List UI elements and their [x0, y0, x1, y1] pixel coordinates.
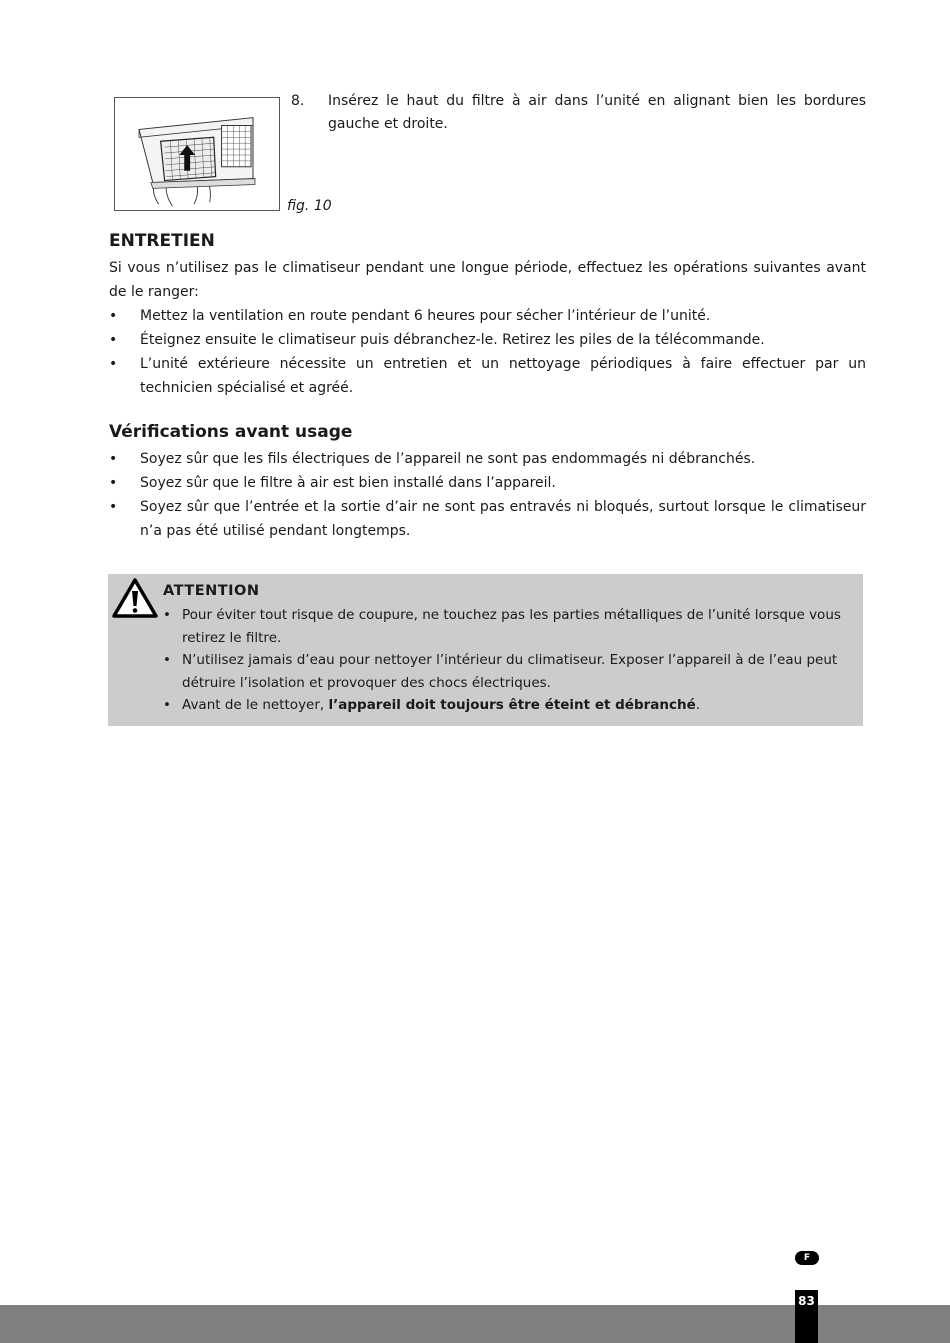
section-heading-verifications: Vérifications avant usage [109, 422, 353, 442]
step-number: 8. [291, 93, 305, 109]
list-item [109, 352, 866, 400]
section-heading-entretien: ENTRETIEN [109, 231, 215, 251]
list-item [109, 471, 866, 495]
list-item-text: Éteignez ensuite le climatiseur puis débranchez-le. Retirez les piles de la télécommande. [140, 332, 765, 348]
list-item-text: Avant de le nettoyer, [182, 697, 329, 713]
bullet-icon: • [109, 308, 118, 324]
step-text: Insérez le haut du filtre à air dans l’unité en alignant bien les bordures gauche et droite. [328, 93, 866, 132]
list-item [163, 604, 843, 649]
warning-triangle-icon [112, 577, 158, 619]
list-item-text: Soyez sûr que l’entrée et la sortie d’air ne sont pas entravés ni bloqués, surtout lorsque le climatiseur n’a pas été utilisé pendant longtemps. [140, 499, 866, 539]
page-number: 83 [798, 1294, 815, 1308]
list-item-punctuation: . [695, 697, 701, 713]
list-item [109, 328, 866, 352]
language-badge: F [795, 1251, 819, 1265]
list-item [109, 447, 866, 471]
bullet-icon: • [109, 332, 118, 348]
list-item-text: Soyez sûr que les fils électriques de l’appareil ne sont pas endommagés ni débranchés. [140, 451, 756, 467]
step-8 [291, 90, 866, 136]
page-number-tab [795, 1290, 818, 1343]
verifications-list [109, 447, 866, 543]
attention-box [108, 574, 863, 726]
list-item-text: N’utilisez jamais d’eau pour nettoyer l’intérieur du climatiseur. Exposer l’appareil à de l’eau peut détruire l’isolation et provoquer des chocs électriques. [182, 652, 838, 691]
entretien-list [109, 304, 866, 400]
attention-list [163, 604, 843, 717]
list-item-emphasis: l’appareil doit toujours être éteint et débranché [328, 697, 696, 713]
bullet-icon: • [109, 451, 118, 467]
bullet-icon: • [109, 499, 118, 515]
bullet-icon: • [109, 356, 118, 372]
attention-title: ATTENTION [163, 583, 260, 599]
figure-air-filter [114, 97, 280, 211]
entretien-intro: Si vous n’utilisez pas le climatiseur pendant une longue période, effectuez les opérations suivantes avant de le ranger: [109, 260, 866, 300]
list-item [109, 304, 866, 328]
bullet-icon: • [163, 607, 171, 623]
list-item [163, 694, 843, 717]
list-item [109, 495, 866, 543]
list-item-text: Pour éviter tout risque de coupure, ne touchez pas les parties métalliques de l’unité lorsque vous retirez le filtre. [182, 607, 841, 646]
list-item [163, 649, 843, 694]
list-item-text: L’unité extérieure nécessite un entretien et un nettoyage périodiques à faire effectuer par un technicien spécialisé et agréé. [140, 356, 866, 396]
figure-caption: fig. 10 [287, 198, 332, 214]
bullet-icon: • [163, 652, 171, 668]
bullet-icon: • [109, 475, 118, 491]
list-item-text: Soyez sûr que le filtre à air est bien installé dans l’appareil. [140, 475, 556, 491]
bullet-icon: • [163, 697, 171, 713]
air-filter-insertion-illustration [115, 98, 279, 210]
list-item-text: Mettez la ventilation en route pendant 6 heures pour sécher l’intérieur de l’unité. [140, 308, 711, 324]
